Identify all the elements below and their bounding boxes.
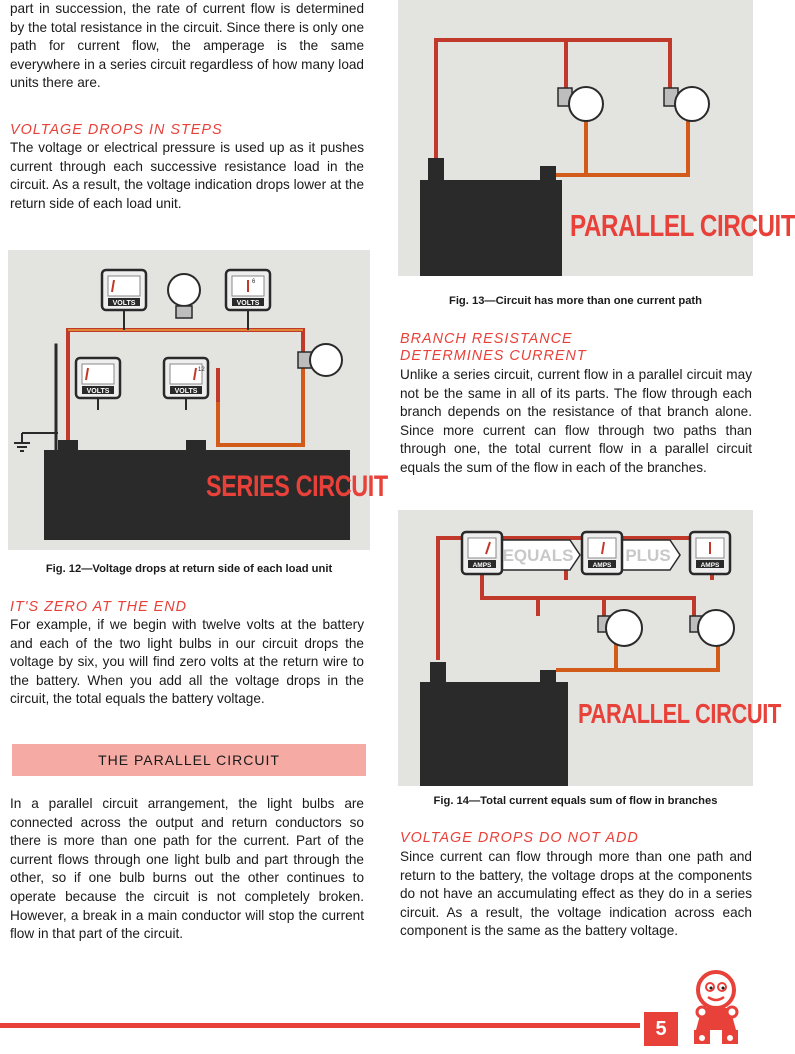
not-add-heading: VOLTAGE DROPS DO NOT ADD: [400, 830, 639, 846]
svg-text:AMPS: AMPS: [472, 562, 492, 569]
fig12-caption: Fig. 12—Voltage drops at return side of each load unit: [45, 563, 333, 575]
svg-text:VOLTS: VOLTS: [236, 300, 260, 307]
volt-meter-icon: [164, 358, 208, 410]
plus-tag: [620, 540, 680, 570]
volt-meter-icon: [102, 270, 146, 330]
svg-text:EQUALS: EQUALS: [502, 546, 574, 565]
fig12-figure: [8, 250, 388, 550]
svg-text:PLUS: PLUS: [625, 546, 671, 565]
light-bulb-icon: [598, 610, 642, 646]
zero-heading: IT'S ZERO AT THE END: [10, 599, 188, 615]
ground-symbol: [14, 433, 58, 451]
svg-text:AMPS: AMPS: [700, 562, 720, 569]
intro-paragraph: part in succession, the rate of current flow is determined by the total resistance in the circuit. Since there is only one path for current flow, the amperage is the same everywhere in a series circuit regardless of how many load units there are.: [10, 1, 364, 91]
fig13-title: PARALLEL CIRCUIT: [570, 208, 795, 243]
svg-text:12: 12: [198, 367, 205, 373]
amp-meter-icon: [462, 532, 502, 574]
light-bulb-icon: [168, 274, 200, 318]
not-add-paragraph: Since current can flow through more than one path and return to the battery, the voltage drops at the components do not have an accumulating effect as they do in a series circuit. As a result, the voltage indication across each component is the same as the battery voltage.: [400, 849, 752, 939]
light-bulb-icon: [664, 87, 709, 121]
svg-text:VOLTS: VOLTS: [174, 388, 198, 395]
equals-tag: [502, 540, 580, 570]
amp-meter-icon: [582, 532, 622, 574]
voltage-drops-heading: VOLTAGE DROPS IN STEPS: [10, 122, 223, 138]
battery-icon: [420, 682, 568, 786]
voltage-drops-paragraph: The voltage or electrical pressure is used up as it pushes current through each successive resistance load in the circuit. As a result, the voltage indication drops lower at the return side of each load unit.: [10, 140, 364, 211]
branch-heading-1: BRANCH RESISTANCE: [400, 331, 573, 347]
svg-text:AMPS: AMPS: [592, 562, 612, 569]
fig13-caption: Fig. 13—Circuit has more than one current path: [448, 295, 702, 307]
svg-text:VOLTS: VOLTS: [86, 388, 110, 395]
branch-heading-2: DETERMINES CURRENT: [400, 348, 587, 364]
svg-text:VOLTS: VOLTS: [112, 300, 136, 307]
volt-meter-icon: [226, 270, 270, 330]
parallel-paragraph: In a parallel circuit arrangement, the light bulbs are connected across the output and return conductors so there is more than one path for the current. Part of the current flows through one light bulb and part through the other, so if one bulb burns out the other continues to operate because the circuit is not completely broken. However, a break in a main conductor will stop the current flow in that part of the circuit.: [10, 796, 364, 942]
fig14-figure: [398, 510, 781, 786]
light-bulb-icon: [690, 610, 734, 646]
fig12-title: SERIES CIRCUIT: [206, 470, 388, 503]
parallel-circuit-banner: THE PARALLEL CIRCUIT: [12, 744, 366, 776]
fig14-caption: Fig. 14—Total current equals sum of flow in branches: [433, 795, 718, 807]
footer-rule: [0, 1023, 640, 1028]
branch-paragraph: Unlike a series circuit, current flow in a parallel circuit may not be the same in all of its parts. The flow through each branch depends on the resistance of that branch alone. Since more current can flow through two paths than through one, the total current flow in a parallel circuit equals the sum of the flow in each of the branches.: [400, 367, 752, 475]
battery-icon: [420, 180, 562, 276]
fig14-title: PARALLEL CIRCUIT: [578, 698, 781, 729]
mascot-icon: [676, 968, 756, 1048]
series-circuit-diagram: [8, 250, 370, 550]
amp-meter-icon: [690, 532, 730, 574]
parallel-amps-diagram: [398, 510, 753, 786]
light-bulb-icon: [558, 87, 603, 121]
svg-text:6: 6: [252, 279, 256, 285]
zero-paragraph: For example, if we begin with twelve volts at the battery and each of the two light bulbs in our circuit drops the voltage by six, you will find zero volts at the return wire to the battery. When you add all the voltage drops in the circuit, the total equals the battery voltage.: [10, 617, 364, 707]
page-number: 5: [644, 1012, 678, 1046]
fig13-figure: [398, 0, 795, 276]
volt-meter-icon: [76, 358, 120, 410]
